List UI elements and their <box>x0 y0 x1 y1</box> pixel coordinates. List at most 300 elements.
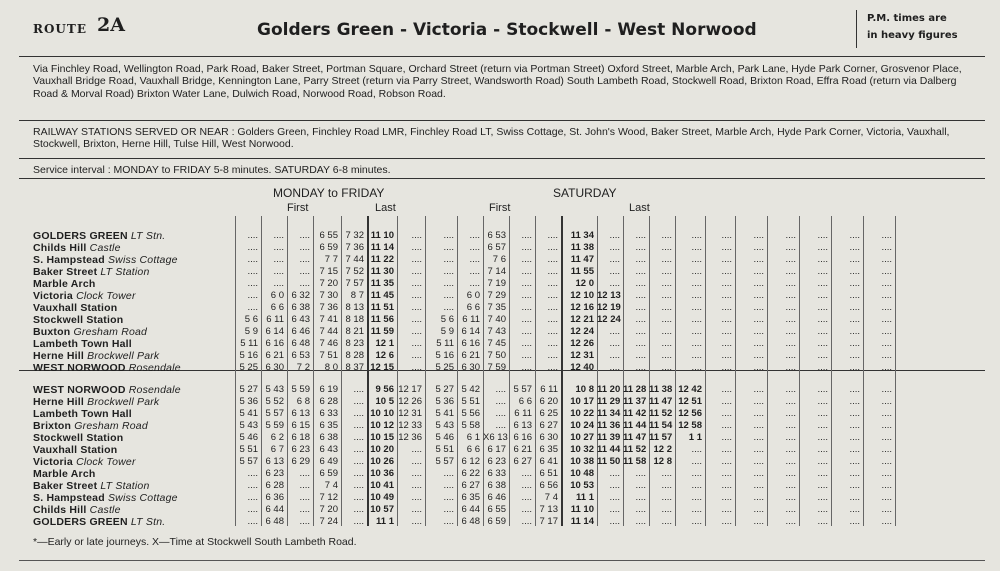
southbound-time-cell: .... <box>785 362 796 373</box>
southbound-time-cell: .... <box>521 338 532 349</box>
northbound-time-cell: .... <box>849 420 860 431</box>
southbound-time-cell: .... <box>661 242 672 253</box>
northbound-time-cell: 11 57 <box>649 432 673 443</box>
northbound-time-cell: 6 17 <box>487 444 506 455</box>
southbound-time-cell: .... <box>547 326 558 337</box>
southbound-time-cell: .... <box>609 350 620 361</box>
southbound-stop <box>33 254 178 266</box>
northbound-time-cell: 5 43 <box>435 420 454 431</box>
northbound-time-cell: .... <box>721 444 732 455</box>
southbound-time-cell: 8 21 <box>345 326 364 337</box>
southbound-time-cell: .... <box>849 302 860 313</box>
northbound-time-cell: .... <box>881 492 892 503</box>
southbound-time-cell: .... <box>609 254 620 265</box>
southbound-time-cell: .... <box>661 266 672 277</box>
northbound-time-cell: 5 51 <box>435 444 454 455</box>
southbound-time-cell: 7 59 <box>487 362 506 373</box>
southbound-time-cell: .... <box>661 230 672 241</box>
northbound-time-cell: .... <box>785 468 796 479</box>
southbound-time-cell: .... <box>721 242 732 253</box>
northbound-time-cell: .... <box>881 420 892 431</box>
southbound-time-cell: .... <box>469 230 480 241</box>
southbound-time-cell: .... <box>635 362 646 373</box>
stop-name: Childs Hill <box>33 504 87 516</box>
southbound-time-cell: .... <box>881 350 892 361</box>
stop-suffix: LT Stn. <box>130 230 166 242</box>
southbound-time-cell: .... <box>443 290 454 301</box>
northbound-time-cell: 5 57 <box>435 456 454 467</box>
southbound-time-cell: .... <box>817 266 828 277</box>
northbound-time-cell: .... <box>247 504 258 515</box>
northbound-time-cell: 6 16 <box>513 432 532 443</box>
pm-note <box>856 10 995 48</box>
northbound-time-cell: .... <box>443 468 454 479</box>
southbound-time-cell: .... <box>635 242 646 253</box>
stop-name: Stockwell Station <box>33 432 124 444</box>
southbound-time-cell: 7 43 <box>487 326 506 337</box>
northbound-time-cell: 6 44 <box>265 504 284 515</box>
pm-note-line-1: P.M. times are <box>867 13 947 24</box>
service-interval-text: Service interval : MONDAY to FRIDAY 5-8 minutes. SATURDAY 6-8 minutes. <box>33 164 391 176</box>
southbound-time-cell: .... <box>521 302 532 313</box>
stop-suffix: Gresham Road <box>73 326 148 338</box>
northbound-time-cell: 11 1 <box>376 516 394 527</box>
northbound-stop <box>33 504 121 516</box>
northbound-time-cell: .... <box>753 408 764 419</box>
southbound-time-cell: 6 53 <box>291 350 310 361</box>
northbound-time-cell: .... <box>411 480 422 491</box>
northbound-time-cell: 6 22 <box>461 468 480 479</box>
northbound-time-cell: .... <box>635 468 646 479</box>
southbound-time-cell: .... <box>785 326 796 337</box>
northbound-time-cell: 6 35 <box>319 420 338 431</box>
southbound-time-cell: .... <box>521 266 532 277</box>
southbound-time-cell: .... <box>411 362 422 373</box>
southbound-time-cell: .... <box>849 242 860 253</box>
northbound-time-cell: .... <box>785 516 796 527</box>
northbound-time-cell: .... <box>785 456 796 467</box>
southbound-time-cell: 7 20 <box>319 278 338 289</box>
northbound-stop <box>33 468 96 480</box>
southbound-time-cell: .... <box>609 230 620 241</box>
southbound-time-cell: .... <box>753 242 764 253</box>
column-rule <box>895 216 896 526</box>
southbound-time-cell: .... <box>691 230 702 241</box>
southbound-time-cell: 8 7 <box>350 290 364 301</box>
northbound-time-cell: .... <box>299 516 310 527</box>
southbound-time-cell: .... <box>849 266 860 277</box>
southbound-time-cell: .... <box>299 230 310 241</box>
northbound-time-cell: .... <box>881 468 892 479</box>
southbound-time-cell: .... <box>785 290 796 301</box>
southbound-time-cell: 5 16 <box>435 350 454 361</box>
northbound-time-cell: .... <box>721 468 732 479</box>
northbound-time-cell: .... <box>753 444 764 455</box>
northbound-time-cell: 10 41 <box>370 480 394 491</box>
northbound-time-cell: 6 8 <box>296 396 310 407</box>
southbound-time-cell: .... <box>411 350 422 361</box>
northbound-time-cell: 6 12 <box>461 456 480 467</box>
southbound-time-cell: .... <box>521 242 532 253</box>
southbound-time-cell: .... <box>299 266 310 277</box>
southbound-stop <box>33 350 159 362</box>
southbound-time-cell: .... <box>817 326 828 337</box>
northbound-time-cell: 7 4 <box>324 480 338 491</box>
southbound-time-cell: .... <box>469 266 480 277</box>
northbound-time-cell: .... <box>721 456 732 467</box>
northbound-time-cell: .... <box>353 432 364 443</box>
northbound-time-cell: 11 47 <box>623 432 647 443</box>
divider-via <box>19 120 985 121</box>
stop-name: Marble Arch <box>33 278 96 290</box>
stop-name: Baker Street <box>33 480 98 492</box>
southbound-time-cell: 11 47 <box>570 254 594 265</box>
southbound-time-cell: .... <box>469 278 480 289</box>
northbound-stop <box>33 444 117 456</box>
southbound-time-cell: 7 36 <box>319 302 338 313</box>
northbound-time-cell: 5 57 <box>265 408 284 419</box>
northbound-time-cell: 10 15 <box>370 432 394 443</box>
northbound-time-cell: 10 57 <box>370 504 394 515</box>
southbound-time-cell: 6 59 <box>319 242 338 253</box>
southbound-time-cell: 6 14 <box>461 326 480 337</box>
southbound-time-cell: 5 9 <box>244 326 258 337</box>
southbound-time-cell: 6 38 <box>291 302 310 313</box>
northbound-time-cell: .... <box>353 468 364 479</box>
stop-suffix: Brockwell Park <box>87 350 160 362</box>
northbound-time-cell: .... <box>817 516 828 527</box>
northbound-time-cell: .... <box>849 456 860 467</box>
northbound-time-cell: .... <box>691 516 702 527</box>
northbound-time-cell: .... <box>881 456 892 467</box>
southbound-time-cell: .... <box>661 362 672 373</box>
southbound-time-cell: 6 21 <box>461 350 480 361</box>
northbound-time-cell: 6 19 <box>319 384 338 395</box>
southbound-time-cell: .... <box>691 254 702 265</box>
northbound-time-cell: 6 55 <box>487 504 506 515</box>
southbound-time-cell: .... <box>849 338 860 349</box>
northbound-time-cell: 6 6 <box>518 396 532 407</box>
northbound-time-cell: .... <box>411 516 422 527</box>
southbound-time-cell: 8 28 <box>345 350 364 361</box>
southbound-time-cell: .... <box>849 254 860 265</box>
northbound-time-cell: 10 53 <box>570 480 594 491</box>
southbound-time-cell: 6 30 <box>461 362 480 373</box>
northbound-time-cell: 12 58 <box>678 420 702 431</box>
southbound-time-cell: .... <box>635 314 646 325</box>
northbound-time-cell: 10 27 <box>570 432 594 443</box>
northbound-time-cell: 11 52 <box>623 444 647 455</box>
southbound-time-cell: .... <box>411 278 422 289</box>
northbound-time-cell: .... <box>785 492 796 503</box>
southbound-time-cell: .... <box>817 302 828 313</box>
weekday-heading: MONDAY to FRIDAY <box>273 186 385 200</box>
southbound-time-cell: .... <box>691 362 702 373</box>
stop-suffix: Castle <box>89 242 121 254</box>
stop-name: Vauxhall Station <box>33 444 118 456</box>
southbound-time-cell: .... <box>881 302 892 313</box>
northbound-time-cell: 11 58 <box>623 456 647 467</box>
northbound-time-cell: .... <box>495 420 506 431</box>
southbound-time-cell: .... <box>547 242 558 253</box>
southbound-time-cell: 5 6 <box>244 314 258 325</box>
northbound-time-cell: .... <box>299 492 310 503</box>
southbound-time-cell: 12 24 <box>570 326 594 337</box>
northbound-time-cell: .... <box>881 408 892 419</box>
southbound-time-cell: .... <box>609 362 620 373</box>
southbound-time-cell: 12 31 <box>570 350 594 361</box>
southbound-time-cell: 12 15 <box>370 362 394 373</box>
footnote: *—Early or late journeys. X—Time at Stockwell South Lambeth Road. <box>33 536 357 548</box>
northbound-time-cell: 6 20 <box>539 396 558 407</box>
northbound-time-cell: .... <box>849 444 860 455</box>
route-title: Golders Green - Victoria - Stockwell - West Norwood <box>257 20 757 40</box>
northbound-time-cell: 11 10 <box>570 504 594 515</box>
southbound-time-cell: 11 56 <box>370 314 394 325</box>
northbound-time-cell: 12 56 <box>678 408 702 419</box>
southbound-time-cell: .... <box>691 290 702 301</box>
stop-suffix: LT Stn. <box>130 516 166 528</box>
northbound-time-cell: 6 27 <box>461 480 480 491</box>
southbound-time-cell: 12 6 <box>375 350 394 361</box>
southbound-time-cell: 6 6 <box>270 302 284 313</box>
southbound-time-cell: 7 15 <box>319 266 338 277</box>
northbound-time-cell: 11 36 <box>597 420 621 431</box>
southbound-time-cell: .... <box>881 338 892 349</box>
northbound-time-cell: .... <box>753 504 764 515</box>
southbound-time-cell: 11 51 <box>370 302 394 313</box>
northbound-time-cell: 6 35 <box>539 444 558 455</box>
southbound-time-cell: .... <box>411 314 422 325</box>
northbound-time-cell: .... <box>353 516 364 527</box>
northbound-time-cell: .... <box>411 504 422 515</box>
southbound-time-cell: .... <box>881 362 892 373</box>
northbound-time-cell: .... <box>635 480 646 491</box>
southbound-time-cell: 11 22 <box>370 254 394 265</box>
northbound-time-cell: .... <box>849 468 860 479</box>
northbound-time-cell: .... <box>691 468 702 479</box>
southbound-time-cell: .... <box>849 230 860 241</box>
southbound-time-cell: 6 57 <box>487 242 506 253</box>
stop-suffix: Swiss Cottage <box>107 492 178 504</box>
weekday-first-label: First <box>287 202 309 214</box>
northbound-time-cell: 6 23 <box>291 444 310 455</box>
southbound-time-cell: .... <box>247 290 258 301</box>
northbound-time-cell: 6 43 <box>319 444 338 455</box>
southbound-time-cell: .... <box>817 290 828 301</box>
northbound-time-cell: .... <box>521 516 532 527</box>
southbound-time-cell: .... <box>547 266 558 277</box>
northbound-time-cell: .... <box>817 504 828 515</box>
southbound-time-cell: .... <box>247 302 258 313</box>
timetable-sheet <box>19 6 985 564</box>
northbound-time-cell: .... <box>247 516 258 527</box>
stop-name: Vauxhall Station <box>33 302 118 314</box>
northbound-time-cell: .... <box>691 480 702 491</box>
route-label: ROUTE <box>33 22 87 36</box>
bottom-rule <box>19 560 985 561</box>
southbound-time-cell: 11 59 <box>370 326 394 337</box>
southbound-time-cell: .... <box>881 254 892 265</box>
northbound-time-cell: .... <box>691 456 702 467</box>
southbound-time-cell: .... <box>817 362 828 373</box>
northbound-time-cell: 12 31 <box>398 408 422 419</box>
northbound-time-cell: .... <box>635 504 646 515</box>
southbound-time-cell: .... <box>411 254 422 265</box>
northbound-time-cell: .... <box>247 468 258 479</box>
northbound-time-cell: 5 41 <box>435 408 454 419</box>
northbound-time-cell: .... <box>785 420 796 431</box>
saturday-heading: SATURDAY <box>553 186 617 200</box>
northbound-stop <box>33 516 165 528</box>
northbound-stop <box>33 384 181 396</box>
northbound-time-cell: 6 29 <box>291 456 310 467</box>
northbound-time-cell: 6 13 <box>513 420 532 431</box>
southbound-time-cell: .... <box>609 266 620 277</box>
northbound-time-cell: .... <box>785 444 796 455</box>
northbound-time-cell: .... <box>635 516 646 527</box>
northbound-time-cell: 6 13 <box>291 408 310 419</box>
southbound-time-cell: .... <box>299 254 310 265</box>
southbound-time-cell: .... <box>753 314 764 325</box>
stop-name: Buxton <box>33 326 71 338</box>
southbound-time-cell: .... <box>691 314 702 325</box>
northbound-time-cell: .... <box>849 408 860 419</box>
northbound-time-cell: .... <box>753 432 764 443</box>
southbound-time-cell: .... <box>443 242 454 253</box>
northbound-time-cell: .... <box>785 504 796 515</box>
southbound-time-cell: .... <box>521 290 532 301</box>
southbound-time-cell: 12 0 <box>575 278 594 289</box>
southbound-time-cell: .... <box>753 302 764 313</box>
southbound-stop <box>33 242 121 254</box>
northbound-time-cell: .... <box>691 444 702 455</box>
southbound-stop <box>33 362 181 374</box>
southbound-time-cell: 6 16 <box>265 338 284 349</box>
southbound-time-cell: .... <box>881 314 892 325</box>
northbound-time-cell: .... <box>881 384 892 395</box>
southbound-time-cell: .... <box>443 254 454 265</box>
southbound-time-cell: 7 35 <box>487 302 506 313</box>
northbound-time-cell: 6 56 <box>539 480 558 491</box>
southbound-time-cell: .... <box>547 350 558 361</box>
southbound-time-cell: 12 26 <box>570 338 594 349</box>
northbound-time-cell: 6 36 <box>265 492 284 503</box>
northbound-time-cell: .... <box>817 420 828 431</box>
southbound-time-cell: 11 10 <box>370 230 394 241</box>
via-text: Via Finchley Road, Wellington Road, Park Road, Baker Street, Portman Square, Orchard Street (return via Portman Street) Oxford Street, Marble Arch, Park Lane, Hyde Park Corner, Grosvenor Place, Vauxhall Bridge Road, Vauxhall Bridge, Kennington Lane, Parry Street (return via Parry Street, Wandsworth Road) South Lambeth Road, Stockwell Road, Brixton Road, Effra Road (return via Dalberg Road & Morval Road) Brixton Water Lane, Dulwich Road, Norwood Road, Robson Road. <box>33 63 962 100</box>
northbound-time-cell: .... <box>411 492 422 503</box>
stop-name: GOLDERS GREEN <box>33 516 128 528</box>
southbound-time-cell: 12 21 <box>570 314 594 325</box>
northbound-time-cell: 5 57 <box>513 384 532 395</box>
northbound-time-cell: 6 49 <box>319 456 338 467</box>
northbound-time-cell: 7 24 <box>319 516 338 527</box>
northbound-time-cell: 12 17 <box>398 384 422 395</box>
southbound-time-cell: .... <box>691 326 702 337</box>
stop-name: WEST NORWOOD <box>33 362 126 374</box>
southbound-time-cell: .... <box>609 338 620 349</box>
northbound-time-cell: .... <box>817 384 828 395</box>
southbound-time-cell: .... <box>661 302 672 313</box>
southbound-time-cell: .... <box>661 338 672 349</box>
southbound-time-cell: 6 48 <box>291 338 310 349</box>
northbound-time-cell: .... <box>609 492 620 503</box>
southbound-time-cell: 8 0 <box>324 362 338 373</box>
southbound-time-cell: .... <box>721 326 732 337</box>
northbound-time-cell: .... <box>661 516 672 527</box>
route-number: 2A <box>97 14 125 36</box>
southbound-time-cell: .... <box>247 266 258 277</box>
southbound-time-cell: .... <box>521 350 532 361</box>
northbound-time-cell: 10 20 <box>370 444 394 455</box>
northbound-time-cell: .... <box>353 492 364 503</box>
northbound-time-cell: .... <box>817 432 828 443</box>
southbound-time-cell: .... <box>443 230 454 241</box>
northbound-time-cell: .... <box>495 384 506 395</box>
stop-name: Herne Hill <box>33 396 85 408</box>
northbound-time-cell: 6 59 <box>319 468 338 479</box>
stop-name: Stockwell Station <box>33 314 124 326</box>
southbound-time-cell: 6 11 <box>462 314 480 325</box>
southbound-time-cell: 6 14 <box>265 326 284 337</box>
northbound-time-cell: .... <box>661 468 672 479</box>
northbound-time-cell: 11 52 <box>649 408 673 419</box>
northbound-time-cell: .... <box>817 408 828 419</box>
southbound-time-cell: .... <box>849 278 860 289</box>
southbound-time-cell: 7 36 <box>345 242 364 253</box>
northbound-time-cell: .... <box>443 516 454 527</box>
southbound-time-cell: 6 32 <box>291 290 310 301</box>
northbound-time-cell: .... <box>721 480 732 491</box>
northbound-time-cell: .... <box>521 504 532 515</box>
northbound-time-cell: .... <box>753 384 764 395</box>
southbound-time-cell: .... <box>691 350 702 361</box>
stop-name: Brixton <box>33 420 72 432</box>
northbound-time-cell: 6 30 <box>539 432 558 443</box>
timetable-grid <box>19 184 985 526</box>
southbound-time-cell: .... <box>247 254 258 265</box>
northbound-time-cell: 12 33 <box>398 420 422 431</box>
northbound-time-cell: 5 57 <box>239 456 258 467</box>
southbound-time-cell: .... <box>785 350 796 361</box>
southbound-time-cell: 8 18 <box>345 314 364 325</box>
northbound-time-cell: 6 27 <box>513 456 532 467</box>
southbound-time-cell: .... <box>881 242 892 253</box>
southbound-time-cell: 7 44 <box>319 326 338 337</box>
northbound-time-cell: .... <box>721 420 732 431</box>
southbound-time-cell: .... <box>635 350 646 361</box>
northbound-time-cell: .... <box>785 384 796 395</box>
northbound-time-cell: 11 39 <box>597 432 621 443</box>
southbound-time-cell: .... <box>753 254 764 265</box>
southbound-time-cell: .... <box>881 326 892 337</box>
southbound-time-cell: 5 11 <box>436 338 454 349</box>
stop-name: GOLDERS GREEN <box>33 230 128 242</box>
southbound-time-cell: .... <box>817 230 828 241</box>
northbound-time-cell: 7 4 <box>544 492 558 503</box>
southbound-time-cell: 5 11 <box>240 338 258 349</box>
southbound-time-cell: .... <box>785 302 796 313</box>
southbound-time-cell: .... <box>273 278 284 289</box>
northbound-time-cell: 6 33 <box>487 468 506 479</box>
northbound-time-cell: 12 51 <box>678 396 702 407</box>
northbound-time-cell: .... <box>721 432 732 443</box>
southbound-time-cell: .... <box>547 290 558 301</box>
southbound-time-cell: .... <box>299 278 310 289</box>
southbound-time-cell: .... <box>661 278 672 289</box>
northbound-time-cell: .... <box>443 480 454 491</box>
